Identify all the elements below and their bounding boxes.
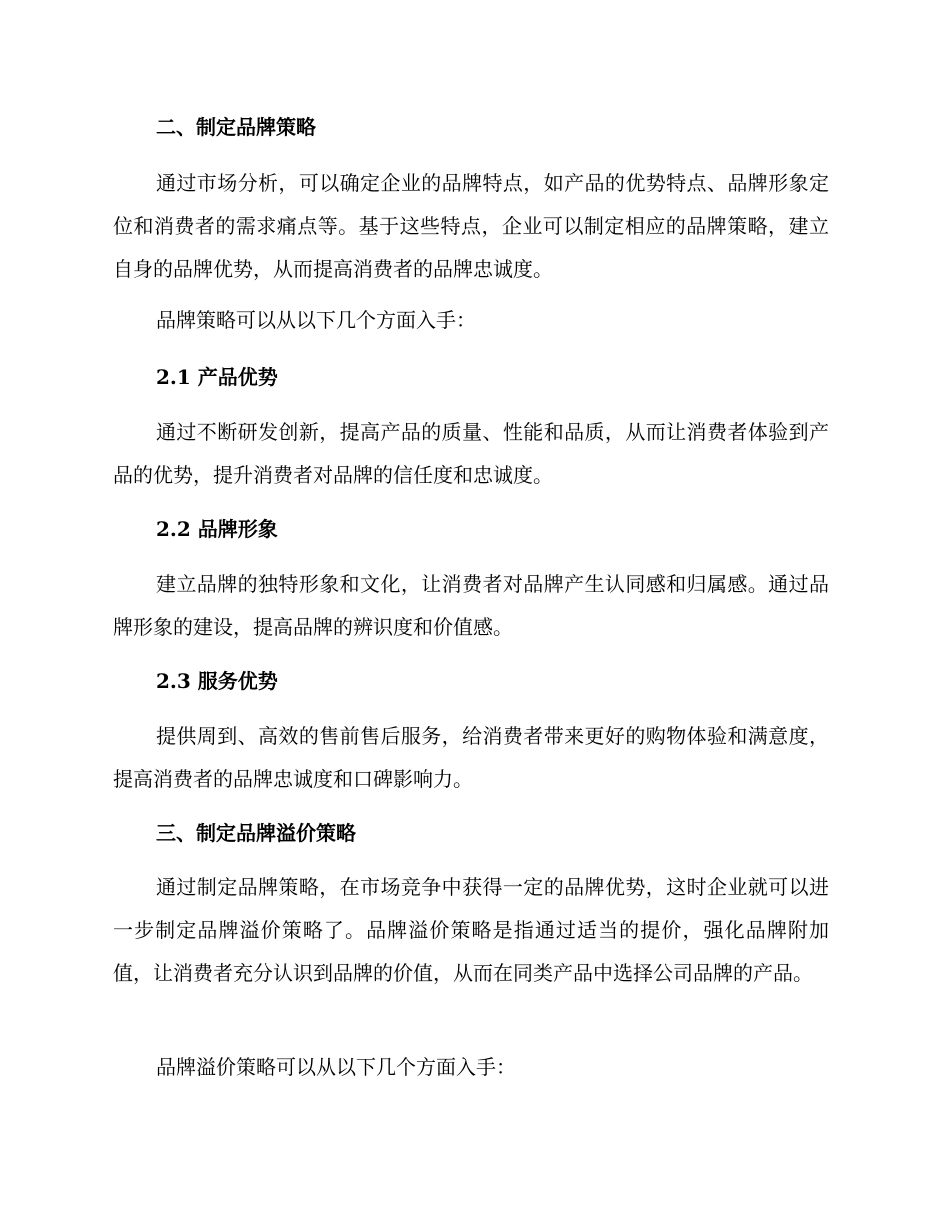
paragraph-service-advantage: 提供周到、高效的售前售后服务，给消费者带来更好的购物体验和满意度，提高消费者的品牌忠诚度和口碑影响力。 [113,724,829,791]
paragraph-brand-strategy-intro: 通过市场分析，可以确定企业的品牌特点，如产品的优势特点、品牌形象定位和消费者的需求痛点等。基于这些特点，企业可以制定相应的品牌策略，建立自身的品牌优势，从而提高消费者的品牌忠诚度。 [113,171,829,281]
paragraph-product-advantage: 通过不断研发创新，提高产品的质量、性能和品质，从而让消费者体验到产品的优势，提升消费者对品牌的信任度和忠诚度。 [113,420,829,487]
paragraph-premium-strategy-aspects: 品牌溢价策略可以从以下几个方面入手： [156,1055,516,1079]
subsection-heading-service-advantage: 2.3 服务优势 [156,669,278,693]
section-heading-brand-strategy: 二、制定品牌策略 [156,115,316,139]
section-heading-premium-strategy: 三、制定品牌溢价策略 [156,821,356,845]
subsection-heading-product-advantage: 2.1 产品优势 [156,365,278,389]
paragraph-premium-strategy-intro: 通过制定品牌策略，在市场竞争中获得一定的品牌优势，这时企业就可以进一步制定品牌溢价策略了。品牌溢价策略是指通过适当的提价，强化品牌附加值，让消费者充分认识到品牌的价值，从而在同类产品中选择公司品牌的产品。 [113,875,829,985]
paragraph-brand-strategy-aspects: 品牌策略可以从以下几个方面入手： [156,308,476,332]
paragraph-brand-image: 建立品牌的独特形象和文化，让消费者对品牌产生认同感和归属感。通过品牌形象的建设，提高品牌的辨识度和价值感。 [113,572,829,639]
subsection-heading-brand-image: 2.2 品牌形象 [156,517,278,541]
